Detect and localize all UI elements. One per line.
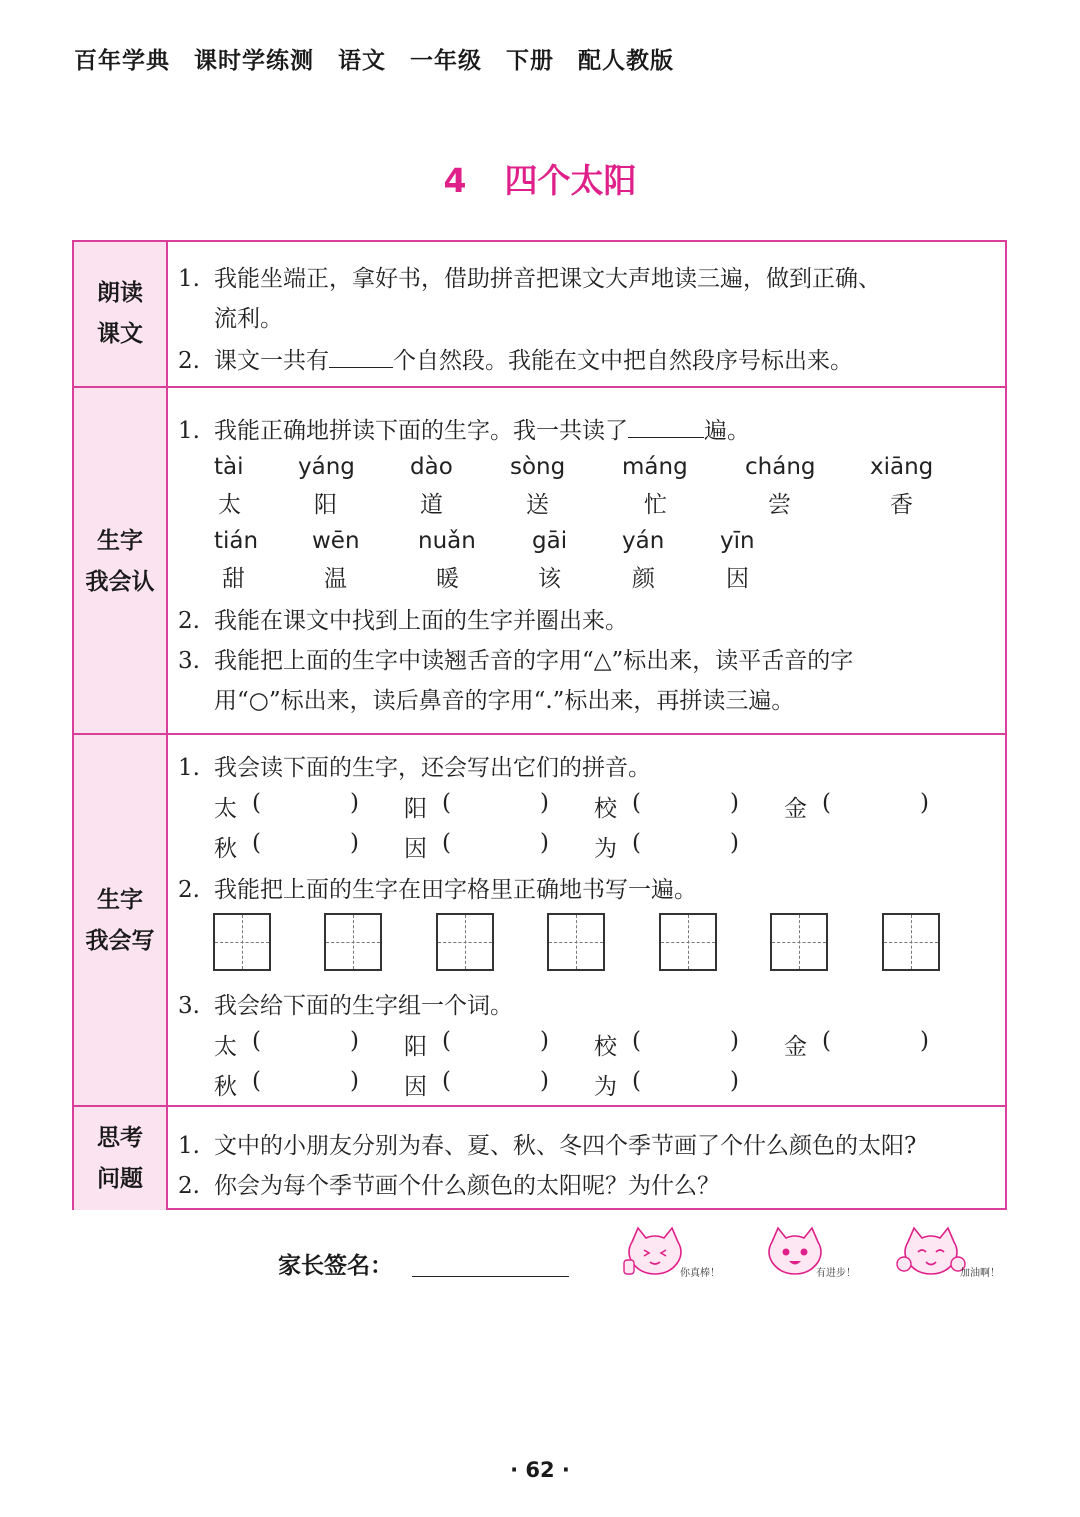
fill-char: 金 xyxy=(784,1034,807,1060)
question-text: 遍。 xyxy=(704,418,750,444)
section-label xyxy=(74,388,168,735)
paren: ) xyxy=(730,790,739,816)
section-content xyxy=(168,1107,1005,1210)
sticker-caption: 加油啊！ xyxy=(960,1268,1000,1279)
parent-signature-field[interactable] xyxy=(412,1276,569,1277)
paren: ) xyxy=(350,1028,359,1054)
paren: ( xyxy=(252,830,261,856)
question-2 xyxy=(178,602,628,635)
question-text: 你会为每个季节画个什么颜色的太阳呢？为什么？ xyxy=(214,1173,720,1199)
hanzi: 颜 xyxy=(632,566,655,592)
question-text: 我能把上面的生字中读翘舌音的字用“△”标出来，读平舌音的字 xyxy=(214,648,854,674)
fill-char: 因 xyxy=(404,836,427,862)
paren: ) xyxy=(540,790,549,816)
writing-grid-box[interactable] xyxy=(659,913,717,971)
hanzi: 该 xyxy=(538,566,561,592)
answer-blank[interactable] xyxy=(329,345,393,368)
question-number: 3. xyxy=(178,648,200,674)
fill-char: 秋 xyxy=(214,1074,237,1100)
label-line: 课文 xyxy=(97,321,143,347)
cat-sticker-1[interactable] xyxy=(620,1222,725,1284)
fill-char: 校 xyxy=(594,796,617,822)
paren: ) xyxy=(540,1068,549,1094)
question-number: 1. xyxy=(178,755,200,781)
paren: ( xyxy=(632,790,641,816)
pinyin: gāi xyxy=(532,528,568,554)
hanzi: 道 xyxy=(420,492,443,518)
section-read xyxy=(74,242,1005,386)
label-line: 生字 xyxy=(97,887,143,913)
question-number: 2. xyxy=(178,1173,200,1199)
question-number: 2. xyxy=(178,608,200,634)
hanzi: 甜 xyxy=(222,566,245,592)
pinyin: yán xyxy=(622,528,665,554)
question-2 xyxy=(178,871,697,904)
answer-blank[interactable] xyxy=(628,415,704,438)
lesson-title xyxy=(0,155,1080,202)
paren: ( xyxy=(442,1068,451,1094)
section-recognize xyxy=(74,386,1005,735)
cat-sticker-3[interactable] xyxy=(896,1222,1001,1284)
question-2 xyxy=(178,342,853,375)
question-number: 1. xyxy=(178,418,200,444)
paren: ( xyxy=(252,790,261,816)
fill-char: 金 xyxy=(784,796,807,822)
writing-grid-box[interactable] xyxy=(436,913,494,971)
question-1 xyxy=(178,260,881,293)
lesson-number: 4 xyxy=(443,161,467,200)
question-3 xyxy=(178,642,853,675)
cat-sticker-2[interactable] xyxy=(760,1222,865,1284)
pinyin: sòng xyxy=(510,454,566,480)
header-item: 一年级 xyxy=(410,48,482,74)
paren: ( xyxy=(822,790,831,816)
section-think xyxy=(74,1105,1005,1210)
question-1-cont: 流利。 xyxy=(214,306,283,332)
label-line: 朗读 xyxy=(97,280,143,306)
fill-char: 因 xyxy=(404,1074,427,1100)
paren: ( xyxy=(632,1028,641,1054)
header-item: 下册 xyxy=(506,48,554,74)
pinyin: xiāng xyxy=(870,454,934,480)
cat-icon xyxy=(896,1222,966,1284)
paren: ( xyxy=(822,1028,831,1054)
question-1 xyxy=(178,1127,916,1160)
pinyin: tián xyxy=(214,528,259,554)
pinyin: máng xyxy=(622,454,688,480)
paren: ) xyxy=(540,1028,549,1054)
hanzi: 送 xyxy=(526,492,549,518)
question-number: 1. xyxy=(178,1133,200,1159)
hanzi: 因 xyxy=(726,566,749,592)
header-item: 配人教版 xyxy=(578,48,674,74)
paren: ) xyxy=(920,1028,929,1054)
hanzi: 暖 xyxy=(436,566,459,592)
paren: ( xyxy=(442,790,451,816)
section-content xyxy=(168,242,1005,386)
fill-char: 太 xyxy=(214,1034,237,1060)
question-3 xyxy=(178,987,513,1020)
paren: ( xyxy=(632,1068,641,1094)
pinyin: tài xyxy=(214,454,244,480)
hanzi: 忙 xyxy=(644,492,667,518)
question-text: 我能正确地拼读下面的生字。我一共读了 xyxy=(214,418,628,444)
label-line: 我会写 xyxy=(85,928,155,954)
worksheet-table xyxy=(72,240,1007,1210)
pinyin: cháng xyxy=(745,454,816,480)
fill-char: 秋 xyxy=(214,836,237,862)
paren: ) xyxy=(920,790,929,816)
paren: ) xyxy=(730,830,739,856)
writing-grid-box[interactable] xyxy=(213,913,271,971)
page-number: · 62 · xyxy=(510,1458,570,1482)
paren: ) xyxy=(730,1068,739,1094)
question-text: 个自然段。我能在文中把自然段序号标出来。 xyxy=(393,348,853,374)
fill-char: 校 xyxy=(594,1034,617,1060)
fill-char: 太 xyxy=(214,796,237,822)
question-number: 1. xyxy=(178,266,200,292)
question-text: 我能坐端正，拿好书，借助拼音把课文大声地读三遍，做到正确、 xyxy=(214,266,881,292)
paren: ) xyxy=(350,830,359,856)
fill-char: 为 xyxy=(594,1074,617,1100)
paren: ) xyxy=(350,1068,359,1094)
question-text: 文中的小朋友分别为春、夏、秋、冬四个季节画了个什么颜色的太阳? xyxy=(214,1133,917,1159)
pinyin: wēn xyxy=(312,528,360,554)
section-label xyxy=(74,735,168,1107)
section-write xyxy=(74,733,1005,1107)
header-item: 课时学练测 xyxy=(194,48,314,74)
fill-char: 阳 xyxy=(404,796,427,822)
section-content xyxy=(168,388,1005,735)
label-line: 思考 xyxy=(97,1124,143,1151)
question-1 xyxy=(178,412,750,445)
label-line: 问题 xyxy=(97,1165,143,1192)
label-line: 生字 xyxy=(97,527,143,554)
lesson-name: 四个太阳 xyxy=(504,161,637,200)
pinyin: yīn xyxy=(720,528,755,554)
question-number: 2. xyxy=(178,877,200,903)
paren: ( xyxy=(252,1068,261,1094)
paren: ) xyxy=(350,790,359,816)
question-text: 课文一共有 xyxy=(214,348,329,374)
hanzi: 阳 xyxy=(314,492,337,518)
fill-char: 阳 xyxy=(404,1034,427,1060)
writing-grid-box[interactable] xyxy=(547,913,605,971)
paren: ) xyxy=(730,1028,739,1054)
label-line: 我会认 xyxy=(85,568,155,595)
paren: ) xyxy=(540,830,549,856)
writing-grid-box[interactable] xyxy=(882,913,940,971)
question-text: 我能把上面的生字在田字格里正确地书写一遍。 xyxy=(214,877,697,903)
question-text: 我会读下面的生字，还会写出它们的拼音。 xyxy=(214,755,651,781)
question-text: 我能在课文中找到上面的生字并圈出来。 xyxy=(214,608,628,634)
question-text: 我会给下面的生字组一个词。 xyxy=(214,993,513,1019)
parent-signature-label: 家长签名： xyxy=(278,1253,393,1279)
question-number: 3. xyxy=(178,993,200,1019)
hanzi: 香 xyxy=(890,492,913,518)
question-1 xyxy=(178,749,651,782)
section-label xyxy=(74,242,168,386)
sticker-caption: 你真棒！ xyxy=(680,1268,720,1279)
pinyin: dào xyxy=(410,454,453,480)
header-item: 语文 xyxy=(338,48,386,74)
paren: ( xyxy=(632,830,641,856)
book-header xyxy=(74,42,698,75)
paren: ( xyxy=(252,1028,261,1054)
hanzi: 尝 xyxy=(768,492,791,518)
hanzi: 温 xyxy=(324,566,347,592)
question-number: 2. xyxy=(178,348,200,374)
fill-char: 为 xyxy=(594,836,617,862)
question-2 xyxy=(178,1167,720,1200)
paren: ( xyxy=(442,1028,451,1054)
writing-grid-box[interactable] xyxy=(324,913,382,971)
writing-grid-box[interactable] xyxy=(770,913,828,971)
header-item: 百年学典 xyxy=(74,48,170,74)
section-content xyxy=(168,735,1005,1107)
section-label xyxy=(74,1107,168,1210)
question-3-cont: 用“○”标出来，读后鼻音的字用“.”标出来，再拼读三遍。 xyxy=(214,688,795,714)
paren: ( xyxy=(442,830,451,856)
sticker-caption: 有进步！ xyxy=(816,1268,856,1279)
pinyin: yáng xyxy=(298,454,355,480)
pinyin: nuǎn xyxy=(418,528,476,554)
hanzi: 太 xyxy=(218,492,241,518)
